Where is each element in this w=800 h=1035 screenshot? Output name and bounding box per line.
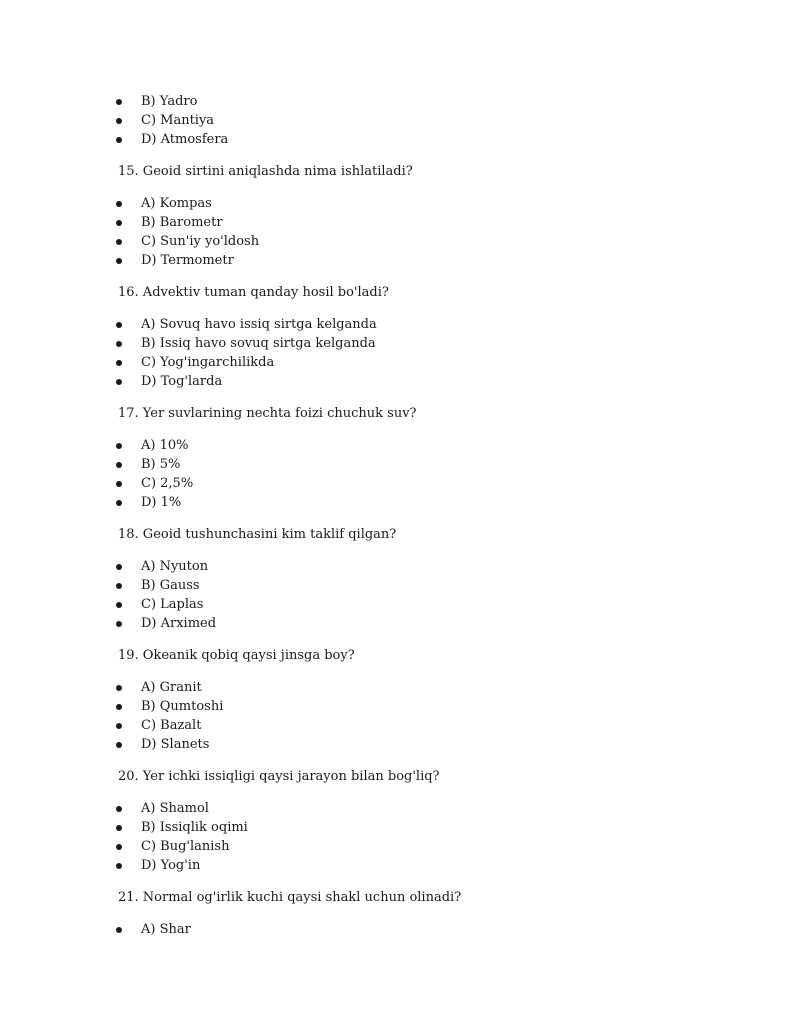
option-item (0, 232, 800, 251)
option-item (0, 799, 800, 818)
option-text: B) Gauss (141, 578, 200, 593)
option-item (0, 436, 800, 455)
option-text: D) Slanets (141, 737, 210, 752)
option-text: B) Barometr (141, 215, 223, 230)
option-text: A) Sovuq havo issiq sirtga kelganda (141, 317, 377, 332)
bullet-icon (116, 500, 122, 506)
option-list (0, 92, 800, 149)
question-text: 21. Normal og'irlik kuchi qaysi shakl uchun olinadi? (118, 890, 462, 905)
bullet-icon (116, 99, 122, 105)
option-item (0, 735, 800, 754)
option-list (0, 557, 800, 633)
option-text: A) Granit (141, 680, 202, 695)
bullet-icon (116, 360, 122, 366)
option-list (0, 799, 800, 875)
option-text: B) 5% (141, 457, 181, 472)
option-text: D) Tog'larda (141, 374, 223, 389)
option-item (0, 576, 800, 595)
option-text: A) Shamol (141, 801, 209, 816)
bullet-icon (116, 239, 122, 245)
option-text: C) Mantiya (141, 113, 215, 128)
option-text: B) Issiq havo sovuq sirtga kelganda (141, 336, 376, 351)
bullet-icon (116, 341, 122, 347)
option-item (0, 678, 800, 697)
bullet-icon (116, 443, 122, 449)
option-text: D) 1% (141, 495, 182, 510)
bullet-icon (116, 621, 122, 627)
option-text: D) Yog'in (141, 858, 201, 873)
option-item (0, 697, 800, 716)
bullet-icon (116, 825, 122, 831)
bullet-icon (116, 258, 122, 264)
option-text: A) Nyuton (141, 559, 209, 574)
option-item (0, 455, 800, 474)
option-item (0, 251, 800, 270)
option-text: B) Issiqlik oqimi (141, 820, 248, 835)
option-item (0, 92, 800, 111)
question-text: 19. Okeanik qobiq qaysi jinsga boy? (118, 648, 355, 663)
option-text: C) Yog'ingarchilikda (141, 355, 275, 370)
bullet-icon (116, 685, 122, 691)
question-text: 16. Advektiv tuman qanday hosil bo'ladi? (118, 285, 389, 300)
option-text: A) Shar (141, 922, 191, 937)
bullet-icon (116, 583, 122, 589)
option-text: C) Sun'iy yo'ldosh (141, 234, 260, 249)
option-text: D) Termometr (141, 253, 234, 268)
option-item (0, 920, 800, 939)
option-item (0, 315, 800, 334)
option-item (0, 837, 800, 856)
option-item (0, 614, 800, 633)
question-text: 15. Geoid sirtini aniqlashda nima ishlatiladi? (118, 164, 413, 179)
option-item (0, 130, 800, 149)
bullet-icon (116, 564, 122, 570)
option-list (0, 436, 800, 512)
bullet-icon (116, 844, 122, 850)
option-text: C) Bazalt (141, 718, 202, 733)
option-item (0, 716, 800, 735)
question-text: 18. Geoid tushunchasini kim taklif qilgan? (118, 527, 397, 542)
option-item (0, 213, 800, 232)
bullet-icon (116, 322, 122, 328)
bullet-icon (116, 723, 122, 729)
option-list (0, 678, 800, 754)
option-item (0, 111, 800, 130)
bullet-icon (116, 863, 122, 869)
option-item (0, 353, 800, 372)
option-text: A) Kompas (141, 196, 212, 211)
bullet-icon (116, 481, 122, 487)
option-text: B) Yadro (141, 94, 198, 109)
bullet-icon (116, 806, 122, 812)
bullet-icon (116, 602, 122, 608)
option-item (0, 372, 800, 391)
question-text: 20. Yer ichki issiqligi qaysi jarayon bilan bog'liq? (118, 769, 440, 784)
bullet-icon (116, 137, 122, 143)
bullet-icon (116, 462, 122, 468)
option-list (0, 194, 800, 270)
option-text: D) Atmosfera (141, 132, 229, 147)
option-text: C) Laplas (141, 597, 204, 612)
option-list (0, 315, 800, 391)
bullet-icon (116, 927, 122, 933)
option-item (0, 595, 800, 614)
bullet-icon (116, 704, 122, 710)
bullet-icon (116, 220, 122, 226)
option-item (0, 194, 800, 213)
option-text: C) Bug'lanish (141, 839, 230, 854)
option-item (0, 818, 800, 837)
option-item (0, 856, 800, 875)
option-item (0, 493, 800, 512)
option-text: B) Qumtoshi (141, 699, 224, 714)
question-text: 17. Yer suvlarining nechta foizi chuchuk suv? (118, 406, 417, 421)
option-text: C) 2,5% (141, 476, 194, 491)
bullet-icon (116, 379, 122, 385)
option-text: D) Arximed (141, 616, 217, 631)
option-list (0, 920, 800, 939)
bullet-icon (116, 201, 122, 207)
bullet-icon (116, 118, 122, 124)
option-text: A) 10% (141, 438, 189, 453)
option-item (0, 334, 800, 353)
option-item (0, 474, 800, 493)
bullet-icon (116, 742, 122, 748)
option-item (0, 557, 800, 576)
